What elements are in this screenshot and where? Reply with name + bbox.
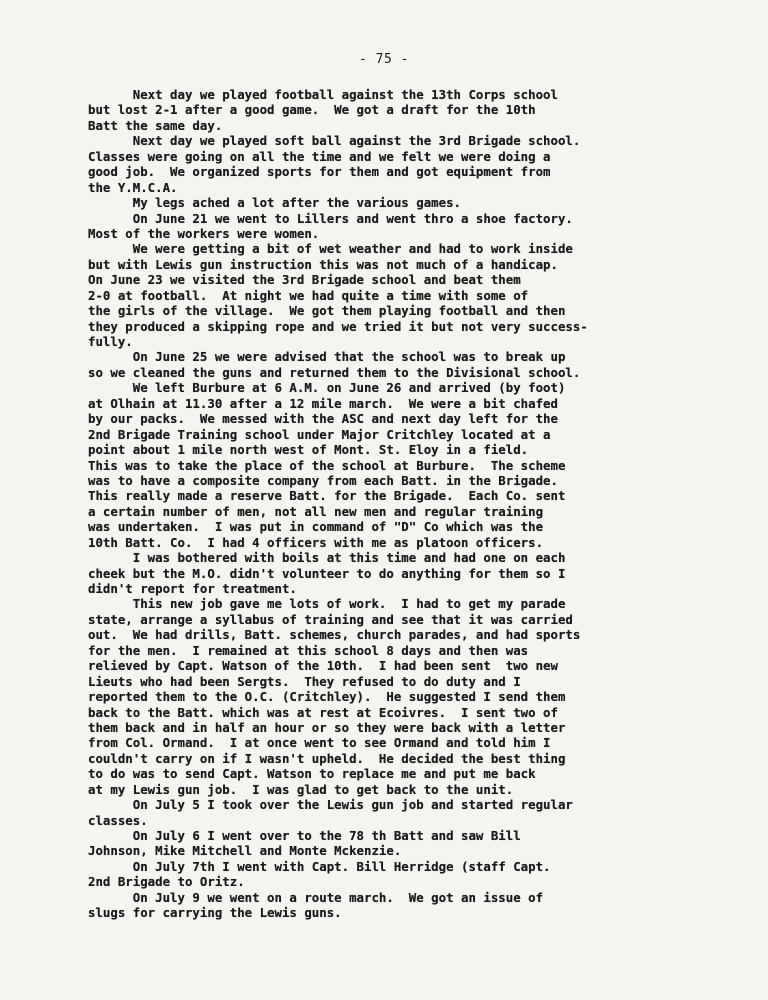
text-line: fully. xyxy=(88,334,133,349)
text-line: at my Lewis gun job. I was glad to get back to the unit. xyxy=(88,781,514,797)
text-line: Batt the same day. xyxy=(88,117,223,133)
text-line: My legs ached a lot after the various games. xyxy=(88,195,461,211)
text-line: Next day we played soft ball against the 3rd Brigade school. xyxy=(88,133,581,149)
text-line: This was to take the place of the school at Burbure. The scheme xyxy=(88,457,566,473)
text-line: to do was to send Capt. Watson to replace me and put me back xyxy=(88,766,536,782)
text-line: On July 9 we went on a route march. We got an issue of xyxy=(88,889,544,905)
text-line: relieved by Capt. Watson of the 10th. I had been sent two new xyxy=(88,658,558,674)
text-line: the Y.M.C.A. xyxy=(88,179,178,195)
text-line: 2-0 at football. At night we had quite a time with some of xyxy=(88,287,529,303)
body-text xyxy=(88,87,708,921)
text-line: This new job gave me lots of work. I had to get my parade xyxy=(88,596,566,612)
text-line: On June 21 we went to Lillers and went thro a shoe factory. xyxy=(88,210,573,226)
text-line: was to have a composite company from each Batt. in the Brigade. xyxy=(88,472,558,488)
text-line: On June 25 we were advised that the school was to break up xyxy=(88,349,566,365)
text-line: didn't report for treatment. xyxy=(88,581,297,596)
text-line: On July 5 I took over the Lewis gun job and started regular xyxy=(88,797,573,813)
text-line: On July 6 I went over to the 78 th Batt and saw Bill xyxy=(88,828,521,843)
text-line: I was bothered with boils at this time and had one on each xyxy=(88,550,566,566)
text-line: 2nd Brigade Training school under Major Critchley located at a xyxy=(88,426,551,442)
text-line: Johnson, Mike Mitchell and Monte Mckenzie. xyxy=(88,843,402,859)
text-line: was undertaken. I was put in command of "D" Co which was the xyxy=(88,519,544,535)
text-line: slugs for carrying the Lewis guns. xyxy=(88,905,342,921)
text-line: point about 1 mile north west of Mont. St. Eloy in a field. xyxy=(88,442,529,458)
text-line: Most of the workers were women. xyxy=(88,225,320,241)
text-line: On July 7th I went with Capt. Bill Herridge (staff Capt. xyxy=(88,858,551,874)
text-line: so we cleaned the guns and returned them to the Divisional school. xyxy=(88,364,581,380)
text-line: for the men. I remained at this school 8 days and then was xyxy=(88,642,529,658)
text-line: out. We had drills, Batt. schemes, church parades, and had sports xyxy=(88,627,581,643)
text-line: This really made a reserve Batt. for the Brigade. Each Co. sent xyxy=(88,488,566,504)
text-line: by our packs. We messed with the ASC and next day left for the xyxy=(88,411,558,427)
text-line: good job. We organized sports for them and got equipment from xyxy=(88,164,551,180)
text-line: them back and in half an hour or so they were back with a letter xyxy=(88,719,566,735)
text-line: We were getting a bit of wet weather and had to work inside xyxy=(88,241,573,257)
page-number: - 75 - xyxy=(359,52,409,67)
text-line: 2nd Brigade to Oritz. xyxy=(88,874,245,890)
text-line: a certain number of men, not all new men and regular training xyxy=(88,503,544,519)
text-line: classes. xyxy=(88,812,148,828)
text-line: reported them to the O.C. (Critchley). He suggested I send them xyxy=(88,689,566,705)
text-line: couldn't carry on if I wasn't upheld. He decided the best thing xyxy=(88,750,566,766)
text-line: We left Burbure at 6 A.M. on June 26 and arrived (by foot) xyxy=(88,380,566,396)
text-line: On June 23 we visited the 3rd Brigade school and beat them xyxy=(88,272,521,288)
text-line: the girls of the village. We got them playing football and then xyxy=(88,303,566,319)
text-line: Next day we played football against the 13th Corps school xyxy=(88,87,558,102)
text-line: but lost 2-1 after a good game. We got a draft for the 10th xyxy=(88,102,536,118)
text-line: Lieuts who had been Sergts. They refused to do duty and I xyxy=(88,673,521,689)
text-line: state, arrange a syllabus of training and see that it was carried xyxy=(88,611,573,627)
text-line: from Col. Ormand. I at once went to see Ormand and told him I xyxy=(88,735,551,751)
text-line: cheek but the M.O. didn't volunteer to do anything for them so I xyxy=(88,565,566,581)
text-line: at Olhain at 11.30 after a 12 mile march. We were a bit chafed xyxy=(88,395,558,411)
text-line: but with Lewis gun instruction this was not much of a handicap. xyxy=(88,256,558,272)
text-line: Classes were going on all the time and we felt we were doing a xyxy=(88,148,551,164)
text-line: 10th Batt. Co. I had 4 officers with me as platoon officers. xyxy=(88,534,544,550)
text-line: back to the Batt. which was at rest at Ecoivres. I sent two of xyxy=(88,704,558,720)
text-line: they produced a skipping rope and we tried it but not very success- xyxy=(88,318,588,334)
